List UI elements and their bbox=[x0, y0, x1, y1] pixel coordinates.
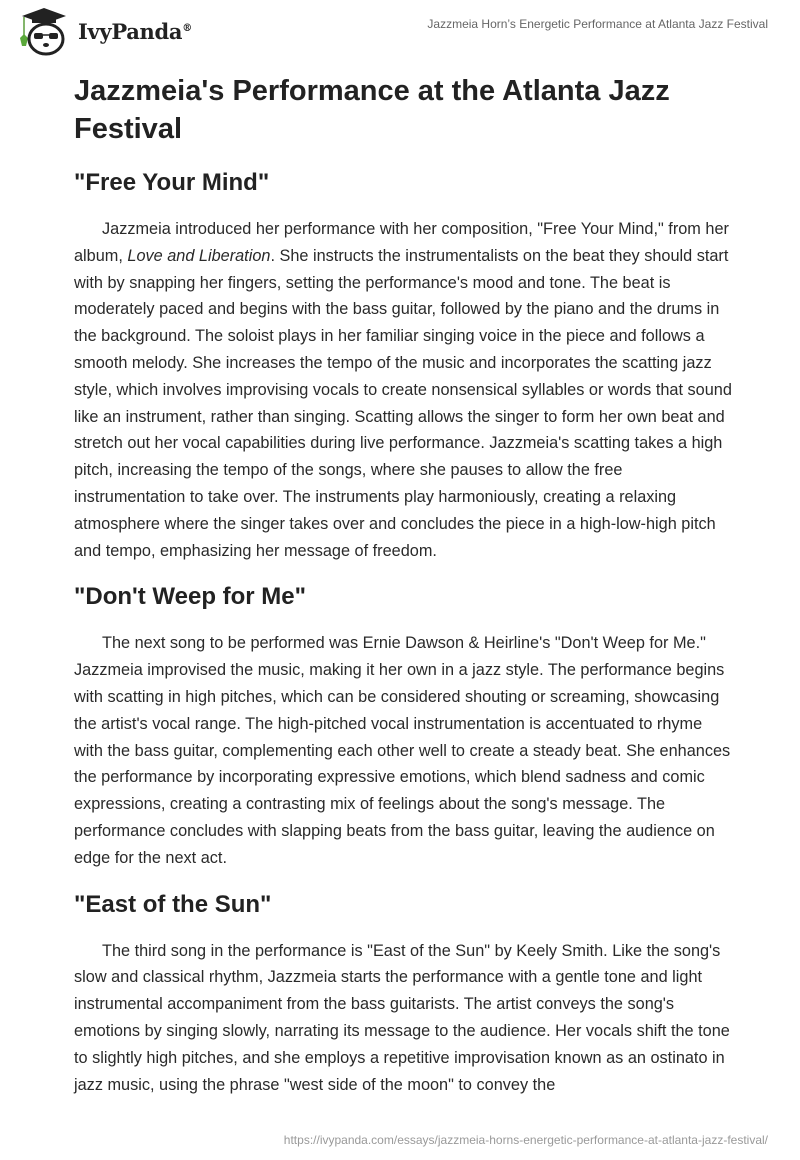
album-title: Love and Liberation bbox=[127, 246, 271, 265]
ivypanda-logo[interactable] bbox=[16, 6, 192, 56]
source-url-link[interactable]: https://ivypanda.com/essays/jazzmeia-horns-energetic-performance-at-atlanta-jazz-festival/ bbox=[283, 1133, 768, 1147]
page-header bbox=[0, 0, 800, 60]
brand-name: IvyPanda® bbox=[78, 18, 192, 44]
section-heading-free-your-mind: "Free Your Mind" bbox=[74, 169, 270, 196]
panda-graduate-icon bbox=[16, 6, 72, 56]
document-title: Jazzmeia Horn’s Energetic Performance at Atlanta Jazz Festival bbox=[427, 17, 768, 31]
article-title: Jazzmeia's Performance at the Atlanta Jazz Festival bbox=[74, 75, 670, 145]
section-paragraph: The next song to be performed was Ernie Dawson & Heirline's "Don't Weep for Me." Jazzmeia improvised the music, making it her own in a jazz style. The performance begins with scatting in high pitches, which can be considered shouting or screaming, showcasing the artist's vocal range. The high-pitched vocal instrumentation is accentuated to rhyme with the bass guitar, complementing each other well to create a steady beat. She enhances the performance by incorporating expressive emotions, which blend sadness and comic expressions, creating a contrasting mix of feelings about the song's message. The performance concludes with slapping beats from the bass guitar, leaving the audience on edge for the next act. bbox=[74, 634, 731, 867]
article bbox=[74, 72, 734, 1116]
section-paragraph: Jazzmeia introduced her performance with her composition, "Free Your Mind," from her album, Love and Liberation. She instructs the instrumentalists on the beat they should start with by snapping her fingers, setting the performance's mood and tone. The beat is moderately paced and begins with the bass guitar, followed by the piano and the drums in the background. The soloist plays in her familiar singing voice in the piece and follows a smooth melody. She increases the tempo of the music and incorporates the scatting jazz style, which involves improvising vocals to create nonsensical syllables or words that sound like an instrument, rather than singing. Scatting allows the singer to form her own beat and stretch out her vocal capabilities during live performance. Jazzmeia's scatting takes a high pitch, increasing the tempo of the songs, where she pauses to allow the free instrumentation to take over. The instruments play harmoniously, creating a relaxing atmosphere where the singer takes over and concludes the piece in a high-low-high pitch and tempo, emphasizing her message of freedom. bbox=[74, 220, 732, 560]
section-heading-east-of-the-sun: "East of the Sun" bbox=[74, 890, 272, 918]
section-paragraph: The third song in the performance is "East of the Sun" by Keely Smith. Like the song's slow and classical rhythm, Jazzmeia starts the performance with a gentle tone and light instrumental accompaniment from the bass guitarists. The artist conveys the song's emotions by singing slowly, narrating its message to the audience. Her vocals shift the tone to slightly high pitches, and she employs a repetitive improvisation known as an ostinato in jazz music, using the phrase "west side of the moon" to convey the bbox=[74, 941, 730, 1094]
section-heading-dont-weep-for-me: "Don't Weep for Me" bbox=[74, 583, 307, 611]
